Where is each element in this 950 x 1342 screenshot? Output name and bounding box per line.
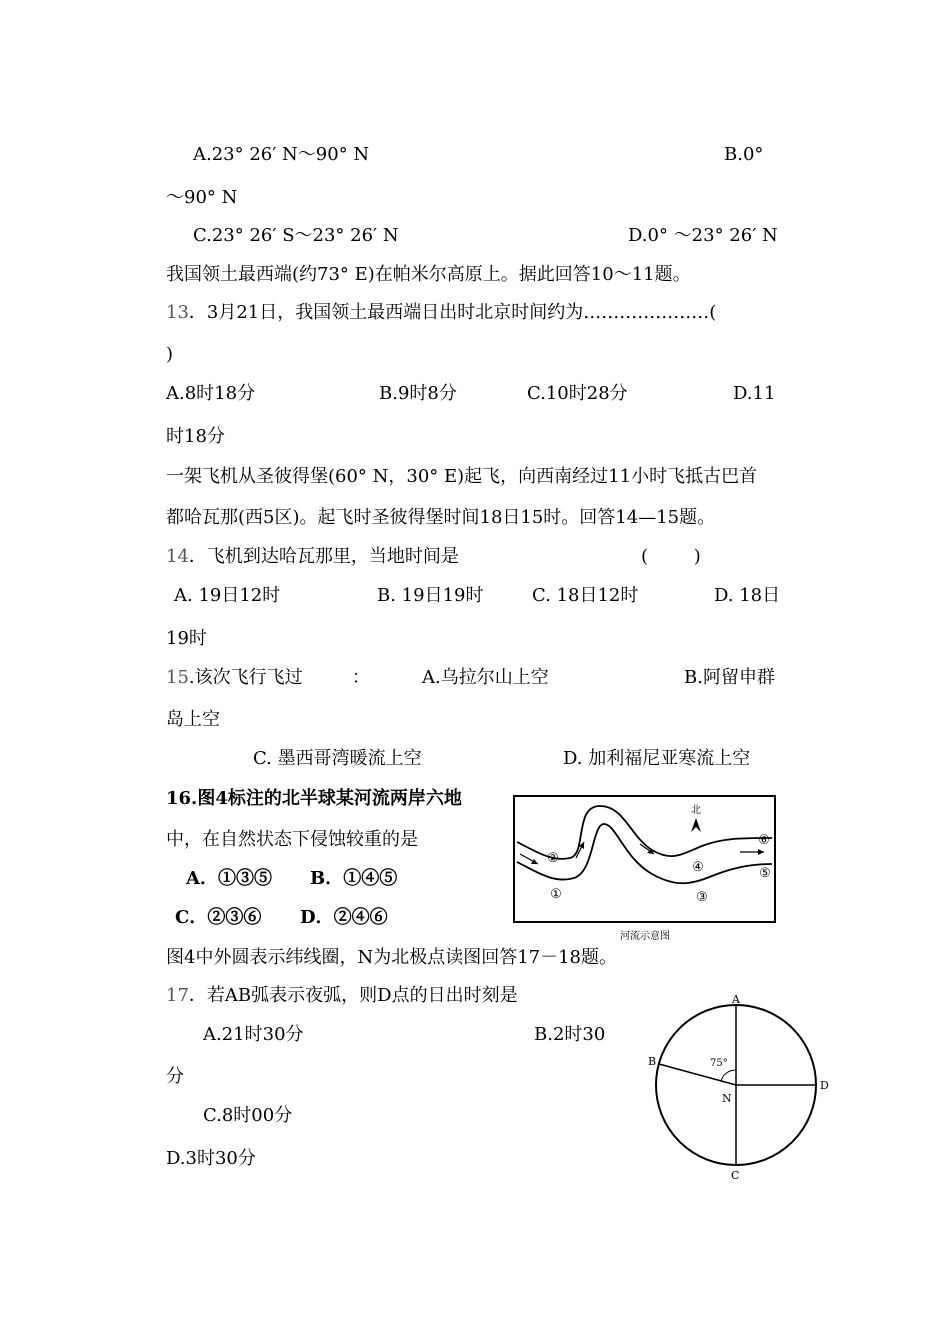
q17-option-b-cont: 分 [166,1066,184,1087]
q16-stem-line2: 中，在自然状态下侵蚀较重的是 [166,829,418,850]
q13-stem [166,302,716,324]
q14-stem [166,546,459,568]
angle-label: 75° [710,1058,728,1069]
q14-option-d-cont: 19时 [166,628,207,649]
q12-option-c: C.23° 26′ S～23° 26′ N [193,225,399,246]
q14-option-a: A. 19日12时 [174,585,281,606]
q12-option-b-cont: ～90° N [166,187,238,208]
point-a-label: A [732,993,740,1006]
q15-option-c: C. 墨西哥湾暖流上空 [253,748,422,769]
q15-stem [166,667,303,689]
q13-option-d: D.11 [733,383,776,404]
north-label: 北 [691,805,701,816]
q17-text: ．若AB弧表示夜弧，则D点的日出时刻是 [188,985,518,1006]
river-diagram [512,794,778,946]
q16-option-c: C．②③⑥ [175,907,262,928]
intro-10-11: 我国领土最西端(约73° E)在帕米尔高原上。据此回答10～11题。 [166,264,691,285]
river-point-1: ① [550,887,562,902]
q15-number: 15 [166,667,189,688]
q14-answer-paren: ( ) [641,546,701,567]
q12-option-a: A.23° 26′ N～90° N [193,144,370,165]
river-point-6: ⑥ [758,833,770,848]
river-point-5: ⑤ [759,866,771,881]
intro-14-15-line2: 都哈瓦那(西5区)。起飞时圣彼得堡时间18日15时。回答14—15题。 [166,507,716,528]
q13-option-b: B.9时8分 [379,383,457,404]
q12-option-d: D.0° ～23° 26′ N [628,225,778,246]
q17-stem [166,985,518,1007]
river-point-4: ④ [692,860,704,875]
q16-stem-line1: 16.图4标注的北半球某河流两岸六地 [166,788,462,809]
q15-option-b-cont: 岛上空 [166,709,220,730]
intro-17-18: 图4中外圆表示纬线圈，N为北极点读图回答17－18题。 [166,947,618,968]
q13-option-a: A.8时18分 [166,383,256,404]
q17-option-c: C.8时00分 [203,1105,293,1126]
q13-option-c: C.10时28分 [527,383,628,404]
q16-option-a: A．①③⑤ [186,868,272,889]
q13-paren-close: ) [166,344,174,365]
river-point-2: ② [547,851,559,866]
point-d-label: D [820,1079,829,1092]
angle-arc [721,1070,736,1081]
q14-option-c: C. 18日12时 [532,585,639,606]
q14-text: ．飞机到达哈瓦那里，当地时间是 [188,546,459,567]
q12-option-b: B.0° [724,144,764,165]
q16-option-b: B．①④⑤ [310,868,398,889]
q14-number: 14 [166,546,189,567]
river-caption: 河流示意图 [620,931,670,942]
river-point-3: ③ [696,890,708,905]
q17-option-d: D.3时30分 [166,1148,256,1169]
q13-text: ．3月21日，我国领土最西端日出时北京时间约为…………………( [188,302,717,323]
q15-option-d: D. 加利福尼亚寒流上空 [563,748,751,769]
q14-option-d: D. 18日 [714,585,781,606]
q17-number: 17 [166,985,189,1006]
q13-number: 13 [166,302,189,323]
q13-option-d-cont: 时18分 [166,426,225,447]
point-b-label: B [648,1055,657,1068]
point-c-label: C [731,1169,740,1182]
q16-option-d: D．②④⑥ [300,907,388,928]
q17-option-b: B.2时30 [534,1024,606,1045]
q14-option-b: B. 19日19时 [377,585,484,606]
intro-14-15-line1: 一架飞机从圣彼得堡(60° N，30° E)起飞，向西南经过11小时飞抵古巴首 [166,466,758,487]
q15-option-a: A.乌拉尔山上空 [422,667,549,688]
q17-option-a: A.21时30分 [203,1024,304,1045]
q15-option-b: B.阿留申群 [684,667,775,688]
latitude-circle-diagram [644,990,840,1186]
q15-text: .该次飞行飞过 [188,667,303,688]
q15-colon: ： [352,667,370,688]
point-n-label: N [722,1092,732,1105]
